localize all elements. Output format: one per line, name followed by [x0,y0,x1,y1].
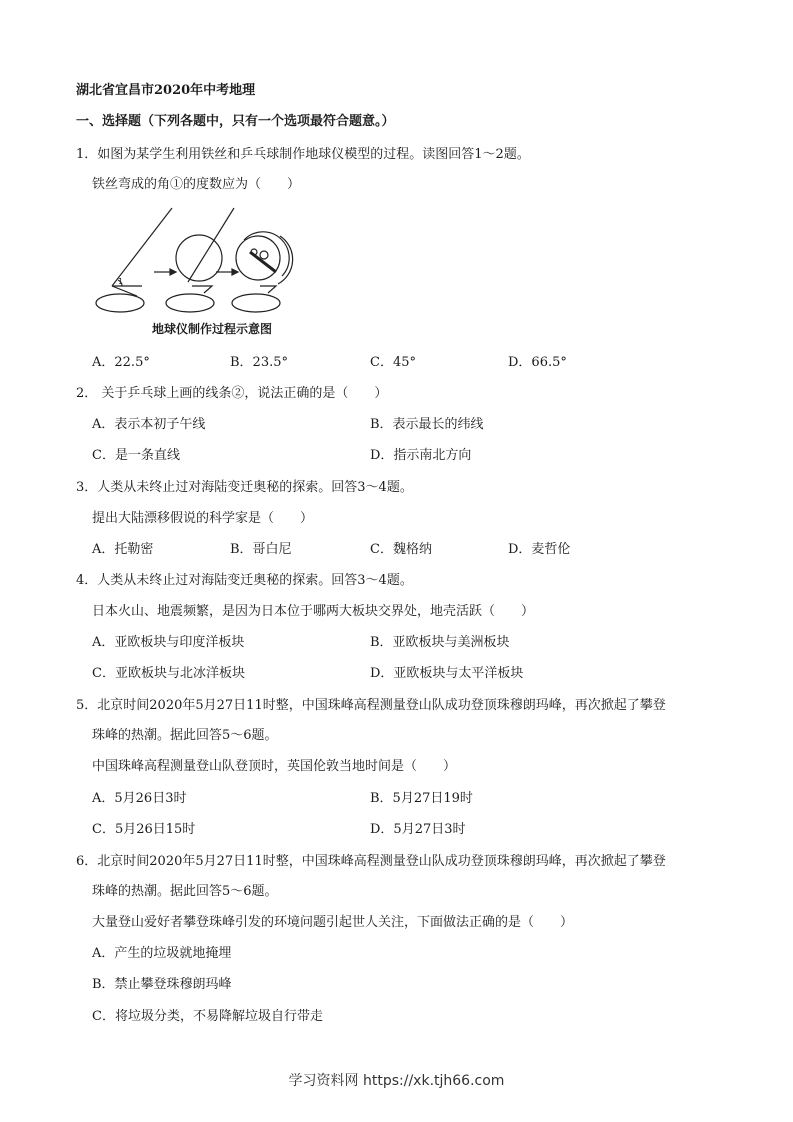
q5-option-b: B．5月27日19时 [370,791,473,806]
q4-option-b: B．亚欧板块与美洲板块 [370,635,510,650]
question-5-stem-line1: 5．北京时间2020年5月27日11时整，中国珠峰高程测量登山队成功登顶珠穆朗玛峰，再次掀起了攀登 [76,698,666,713]
question-1-stem: 1．如图为某学生利用铁丝和乒乓球制作地球仪模型的过程。读图回答1～2题。 [76,147,530,162]
question-6-stem-line2: 珠峰的热潮。据此回答5～6题。 [92,884,278,899]
q3-option-d: D．麦哲伦 [508,542,571,557]
q5-option-a: A．5月26日3时 [92,791,187,806]
question-3-sub: 提出大陆漂移假说的科学家是（ ） [92,511,314,526]
q2-option-c: C．是一条直线 [92,448,180,463]
q5-option-d: D．5月27日3时 [370,822,466,837]
q3-option-c: C．魏格纳 [370,542,432,557]
globe-model-diagram [92,200,307,320]
q2-option-d: D．指示南北方向 [370,448,472,463]
footer-watermark: 学习资料网 https://xk.tjh66.com [288,1073,505,1089]
question-5-sub: 中国珠峰高程测量登山队登顶时，英国伦敦当地时间是（ ） [92,759,457,774]
q3-option-b: B．哥白尼 [230,542,292,557]
question-1-sub: 铁丝弯成的角①的度数应为（ ） [92,177,301,192]
question-6-sub: 大量登山爱好者攀登珠峰引发的环境问题引起世人关注，下面做法正确的是（ ） [92,915,574,930]
question-6-stem-line1: 6．北京时间2020年5月27日11时整，中国珠峰高程测量登山队成功登顶珠穆朗玛峰，再次掀起了攀登 [76,854,666,869]
q6-option-b: B．禁止攀登珠穆朗玛峰 [92,977,232,992]
q1-option-d: D．66.5° [508,355,567,370]
q5-option-c: C．5月26日15时 [92,822,196,837]
figure-caption: 地球仪制作过程示意图 [152,322,273,336]
q6-option-a: A．产生的垃圾就地掩埋 [92,946,232,961]
q6-option-c: C．将垃圾分类，不易降解垃圾自行带走 [92,1009,323,1024]
q4-option-a: A．亚欧板块与印度洋板块 [92,635,245,650]
q3-option-a: A．托勒密 [92,542,154,557]
globe-model-figure [92,200,307,345]
q1-option-a: A．22.5° [92,355,150,370]
document-title: 湖北省宜昌市2020年中考地理 [76,83,256,98]
question-5-stem-line2: 珠峰的热潮。据此回答5～6题。 [92,728,278,743]
q4-option-d: D．亚欧板块与太平洋板块 [370,666,524,681]
question-3-stem: 3．人类从未终止过对海陆变迁奥秘的探索。回答3～4题。 [76,480,413,495]
q1-option-c: C．45° [370,355,416,370]
q2-option-b: B．表示最长的纬线 [370,417,484,432]
q2-option-a: A．表示本初子午线 [92,417,206,432]
question-4-stem: 4．人类从未终止过对海陆变迁奥秘的探索。回答3～4题。 [76,573,413,588]
q4-option-c: C．亚欧板块与北冰洋板块 [92,666,245,681]
question-2-stem: 2． 关于乒乓球上画的线条②，说法正确的是（ ） [76,386,388,401]
q1-option-b: B．23.5° [230,355,288,370]
question-4-sub: 日本火山、地震频繁，是因为日本位于哪两大板块交界处，地壳活跃（ ） [92,604,535,619]
angle-label: 1 [118,277,124,286]
section-title: 一、选择题（下列各题中，只有一个选项最符合题意。） [76,114,395,129]
